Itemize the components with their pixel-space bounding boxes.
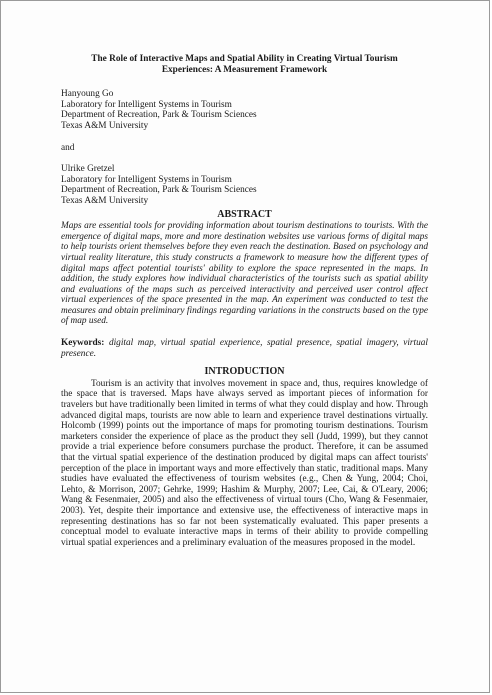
paper-title	[61, 54, 428, 75]
keywords-text: digital map, virtual spatial experience, spatial presence, spatial imagery, virtual presence.	[61, 338, 428, 359]
author-name: Ulrike Gretzel	[61, 164, 115, 175]
author-lab: Laboratory for Intelligent Systems in Tourism	[61, 174, 232, 185]
introduction-heading: INTRODUCTION	[204, 366, 285, 378]
paper-title-line-1: The Role of Interactive Maps and Spatial Ability in Creating Virtual Tourism	[91, 54, 398, 64]
keywords	[61, 338, 428, 359]
author-university: Texas A&M University	[61, 120, 149, 131]
abstract-heading: ABSTRACT	[217, 208, 272, 220]
author-conjunction: and	[61, 142, 75, 153]
author-department: Department of Recreation, Park & Tourism Sciences	[61, 185, 257, 196]
introduction-paragraph: Tourism is an activity that involves movement in space and, thus, requires knowledge of the space that is traversed. Maps have always served as important pieces of information for travelers but have traditionally been limited in terms of what they could display and how. Through advanced digital maps, tourists are now able to learn and experience travel destinations virtually. Holcomb (1999) points out the importance of maps for promoting tourism destinations. Tourism marketers consider the experience of place as the product they sell (Judd, 1999), but they cannot provide a trial experience before consumers purchase the product. Therefore, it can be assumed that the virtual spatial experience of the destination produced by digital maps can affect tourists' perception of the place in important ways and more effectively than static, traditional maps. Many studies have evaluated the effectiveness of tourism websites (e.g., Chen & Yung, 2004; Choi, Lehto, & Morrison, 2007; Gehrke, 1999; Hashim & Murphy, 2007; Lee, Cai, & O'Leary, 2006; Wang & Fesenmaier, 2005) and also the effectiveness of virtual tours (Cho, Wang & Fesenmaier, 2003). Yet, despite their importance and extensive use, the effectiveness of interactive maps in representing destinations has so far not been systematically evaluated. This paper presents a conceptual model to evaluate interactive maps in terms of their ability to provide compelling virtual spatial experiences and a preliminary evaluation of the measures proposed in the model.	[61, 378, 428, 548]
paper-title-line-2: Experiences: A Measurement Framework	[161, 64, 328, 75]
page-content	[61, 54, 428, 548]
author-block-2	[61, 164, 428, 206]
abstract-text: Maps are essential tools for providing information about tourism destinations to tourists. With the emergence of digital maps, more and more destination websites use various forms of digital maps to help tourists orient themselves before they even reach the destination. Based on psychology and virtual reality literature, this study constructs a framework to measure how the different types of digital maps affect potential tourists' ability to explore the space represented in the maps. In addition, the study explores how individual characteristics of the tourists such as spatial ability and evaluations of the maps such as perceived interactivity and perceived user control affect virtual experiences of the space presented in the map. An experiment was conducted to test the measures and obtain preliminary findings regarding variations in the constructs based on the type of map used.	[61, 221, 428, 327]
author-lab: Laboratory for Intelligent Systems in Tourism	[61, 99, 232, 110]
keywords-label: Keywords:	[61, 338, 105, 349]
author-name: Hanyoung Go	[61, 89, 114, 100]
author-department: Department of Recreation, Park & Tourism Sciences	[61, 110, 257, 121]
author-block-1	[61, 89, 428, 131]
author-university: Texas A&M University	[61, 195, 149, 206]
